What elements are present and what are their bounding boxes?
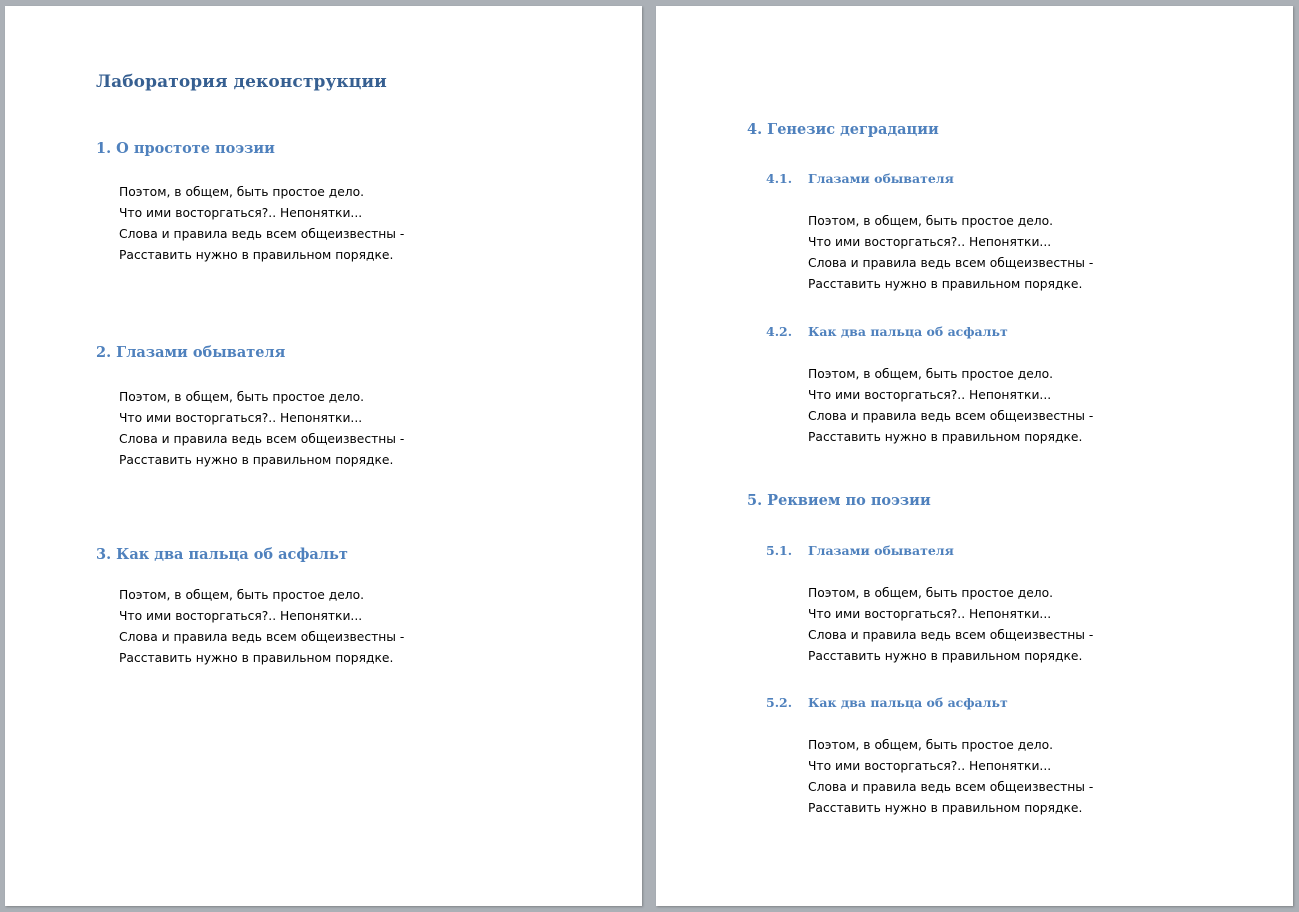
verse-line: Что ими восторгаться?.. Непонятки...: [119, 411, 363, 425]
verse-line: Поэтом, в общем, быть простое дело.: [808, 214, 1054, 228]
verse-line: Слова и правила ведь всем общеизвестны -: [808, 628, 1094, 642]
verse-block-5-1: [808, 583, 1093, 667]
verse-line: Поэтом, в общем, быть простое дело.: [808, 586, 1054, 600]
document-page-1: [5, 6, 642, 906]
verse-line: Что ими восторгаться?.. Непонятки...: [808, 235, 1052, 249]
verse-line: Что ими восторгаться?.. Непонятки...: [808, 759, 1052, 773]
verse-line: Слова и правила ведь всем общеизвестны -: [119, 227, 405, 241]
verse-line: Расставить нужно в правильном порядке.: [808, 649, 1083, 663]
subsection-heading-5-2: [766, 697, 1008, 710]
verse-line: Слова и правила ведь всем общеизвестны -: [119, 630, 405, 644]
verse-line: Поэтом, в общем, быть простое дело.: [119, 390, 365, 404]
subsection-heading-4-1: [766, 173, 954, 186]
verse-line: Поэтом, в общем, быть простое дело.: [119, 588, 365, 602]
subsection-title: Глазами обывателя: [808, 543, 954, 558]
verse-line: Слова и правила ведь всем общеизвестны -: [808, 256, 1094, 270]
document-page-2: [656, 6, 1293, 906]
verse-line: Слова и правила ведь всем общеизвестны -: [119, 432, 405, 446]
section-heading-1: 1. О простоте поэзии: [96, 140, 275, 157]
verse-line: Что ими восторгаться?.. Непонятки...: [808, 607, 1052, 621]
verse-block-2: [119, 387, 404, 471]
verse-block-1: [119, 182, 404, 266]
verse-line: Что ими восторгаться?.. Непонятки...: [119, 609, 363, 623]
verse-block-4-1: [808, 211, 1093, 295]
verse-line: Что ими восторгаться?.. Непонятки...: [808, 388, 1052, 402]
subsection-title: Глазами обывателя: [808, 171, 954, 186]
verse-line: Что ими восторгаться?.. Непонятки...: [119, 206, 363, 220]
verse-line: Поэтом, в общем, быть простое дело.: [808, 738, 1054, 752]
section-heading-3: 3. Как два пальца об асфальт: [96, 546, 348, 563]
section-heading-2: 2. Глазами обывателя: [96, 344, 286, 361]
document-title: Лаборатория деконструкции: [96, 72, 387, 92]
section-heading-5: 5. Реквием по поэзии: [747, 492, 931, 509]
verse-line: Расставить нужно в правильном порядке.: [808, 430, 1083, 444]
verse-line: Расставить нужно в правильном порядке.: [119, 248, 394, 262]
subsection-title: Как два пальца об асфальт: [808, 324, 1008, 339]
section-heading-4: 4. Генезис деградации: [747, 121, 939, 138]
verse-line: Поэтом, в общем, быть простое дело.: [808, 367, 1054, 381]
subsection-number: 4.2.: [766, 324, 793, 339]
verse-line: Слова и правила ведь всем общеизвестны -: [808, 409, 1094, 423]
verse-line: Расставить нужно в правильном порядке.: [119, 651, 394, 665]
verse-line: Поэтом, в общем, быть простое дело.: [119, 185, 365, 199]
verse-line: Расставить нужно в правильном порядке.: [119, 453, 394, 467]
subsection-number: 4.1.: [766, 171, 793, 186]
subsection-heading-5-1: [766, 545, 954, 558]
verse-block-4-2: [808, 364, 1093, 448]
verse-block-5-2: [808, 735, 1093, 819]
verse-line: Слова и правила ведь всем общеизвестны -: [808, 780, 1094, 794]
verse-block-3: [119, 585, 404, 669]
verse-line: Расставить нужно в правильном порядке.: [808, 801, 1083, 815]
subsection-heading-4-2: [766, 326, 1008, 339]
verse-line: Расставить нужно в правильном порядке.: [808, 277, 1083, 291]
subsection-title: Как два пальца об асфальт: [808, 695, 1008, 710]
subsection-number: 5.1.: [766, 543, 793, 558]
subsection-number: 5.2.: [766, 695, 793, 710]
